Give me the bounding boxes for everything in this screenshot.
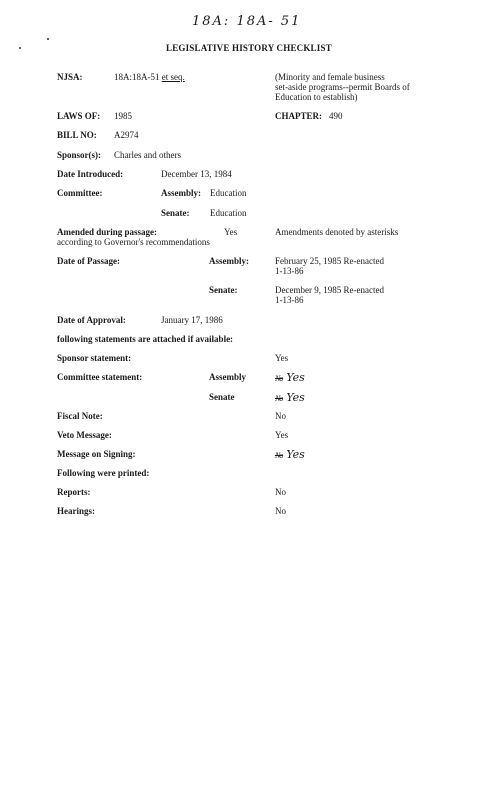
veto-message-value: Yes [275,430,289,440]
fiscal-note-value: No [275,411,286,421]
laws-of-value: 1985 [114,111,132,121]
laws-of-label: LAWS OF: [57,111,101,121]
njsa-description-line: (Minority and female business [275,72,385,82]
sponsors-label: Sponsor(s): [57,150,102,160]
njsa-code-value: 18A:18A-51 [114,72,160,82]
committee-assembly-value: Education [210,188,247,198]
committee-senate-label: Senate: [161,208,190,218]
handwritten-yes: Yes [286,371,305,384]
attached-heading: following statements are attached if available: [57,334,234,344]
sponsor-statement-value: Yes [275,353,289,363]
chapter-label: CHAPTER: [275,111,322,121]
reports-label: Reports: [57,487,91,497]
passage-assembly-label: Assembly: [209,256,249,266]
njsa-et-seq: et seq. [161,72,185,82]
date-introduced-label: Date Introduced: [57,169,124,179]
handwritten-yes: Yes [286,448,305,461]
handwritten-header: 18A: 18A- 51 [192,14,302,29]
date-of-approval-label: Date of Approval: [57,315,126,325]
chapter-value: 490 [329,111,343,121]
committee-statement-senate-value [275,388,305,406]
amended-value: Yes [224,227,238,237]
struck-no: No [275,451,283,460]
handwritten-yes: Yes [286,391,305,404]
date-of-approval-value: January 17, 1986 [161,315,223,325]
passage-assembly-line: 1-13-86 [275,266,304,276]
amended-note: Amendments denoted by asterisks [275,227,399,237]
printed-heading: Following were printed: [57,468,150,478]
fiscal-note-label: Fiscal Note: [57,411,103,421]
njsa-description-line: set-aside programs--permit Boards of [275,82,410,92]
page-title: LEGISLATIVE HISTORY CHECKLIST [166,43,332,53]
scan-speck [19,47,21,49]
hearings-label: Hearings: [57,506,95,516]
amended-sublabel: according to Governor's recommendations [57,237,210,247]
reports-value: No [275,487,286,497]
struck-no: No [275,394,283,403]
njsa-code [114,72,185,82]
committee-statement-senate-label: Senate [209,392,235,402]
sponsors-value: Charles and others [114,150,181,160]
committee-statement-assembly-label: Assembly [209,372,247,382]
date-introduced-value: December 13, 1984 [161,169,232,179]
amended-label: Amended during passage: [57,227,158,237]
committee-senate-value: Education [210,208,247,218]
passage-assembly-line: February 25, 1985 Re-enacted [275,256,384,266]
date-of-passage-label: Date of Passage: [57,256,120,266]
njsa-description-line: Education to establish) [275,92,358,102]
passage-senate-value [275,285,384,305]
message-on-signing-label: Message on Signing: [57,449,136,459]
sponsor-statement-label: Sponsor statement: [57,353,132,363]
committee-statement-assembly-value [275,368,305,386]
passage-senate-label: Senate: [209,285,238,295]
bill-no-value: A2974 [114,130,139,140]
bill-no-label: BILL NO: [57,130,97,140]
message-on-signing-value [275,445,305,463]
committee-label: Committee: [57,188,103,198]
hearings-value: No [275,506,286,516]
committee-assembly-label: Assembly: [161,188,201,198]
passage-assembly-value [275,256,384,276]
passage-senate-line: 1-13-86 [275,295,304,305]
passage-senate-line: December 9, 1985 Re-enacted [275,285,384,295]
njsa-label: NJSA: [57,72,83,82]
scan-speck [47,38,49,40]
committee-statement-label: Committee statement: [57,372,143,382]
struck-no: No [275,374,283,383]
njsa-description [275,72,410,102]
veto-message-label: Veto Message: [57,430,112,440]
